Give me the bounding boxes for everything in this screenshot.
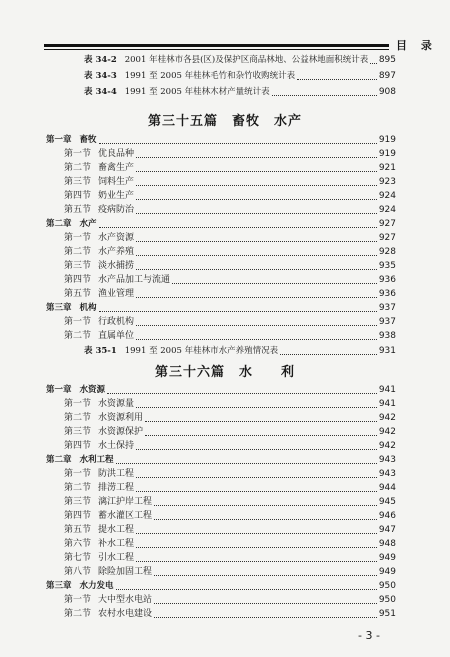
toc-section[interactable]: 第六节 补水工程 948 — [64, 539, 396, 549]
dot-leader — [136, 339, 377, 340]
toc-chapter[interactable]: 第三章 水力发电 950 — [46, 581, 396, 591]
toc-table-entry[interactable]: 表 34-3 1991 至 2005 年桂林毛竹和杂竹收购统计表 897 — [84, 71, 396, 81]
toc-section[interactable]: 第一节 优良品种 919 — [64, 149, 396, 159]
page-ref: 927 — [378, 219, 396, 229]
page-ref: 949 — [378, 553, 396, 563]
dot-leader — [136, 185, 377, 186]
dot-leader — [136, 325, 377, 326]
toc-section[interactable]: 第二节 水产养殖 928 — [64, 247, 396, 257]
page-ref: 936 — [378, 289, 396, 299]
dot-leader — [136, 213, 377, 214]
toc-section[interactable]: 第四节 水产品加工与流通 936 — [64, 275, 396, 285]
toc-chapter[interactable]: 第一章 畜牧 919 — [46, 135, 396, 145]
page-ref: 919 — [378, 149, 396, 159]
page-ref: 935 — [378, 261, 396, 271]
page-ref: 924 — [378, 191, 396, 201]
toc-section[interactable]: 第七节 引水工程 949 — [64, 553, 396, 563]
dot-leader — [136, 269, 377, 270]
dot-leader — [136, 449, 377, 450]
page-ref: 950 — [378, 581, 396, 591]
dot-leader — [136, 477, 377, 478]
dot-leader — [297, 79, 377, 80]
dot-leader — [116, 589, 377, 590]
page-ref: 943 — [378, 455, 396, 465]
page-ref: 937 — [378, 303, 396, 313]
toc-section[interactable]: 第四节 水土保持 942 — [64, 441, 396, 451]
page-ref: 936 — [378, 275, 396, 285]
toc-section[interactable]: 第二节 水资源利用 942 — [64, 413, 396, 423]
toc-chapter[interactable]: 第二章 水产 927 — [46, 219, 396, 229]
dot-leader — [99, 143, 377, 144]
page-ref: 942 — [378, 427, 396, 437]
toc-section[interactable]: 第三节 水资源保护 942 — [64, 427, 396, 437]
page-ref: 942 — [378, 441, 396, 451]
page-ref: 931 — [378, 346, 396, 356]
toc-section[interactable]: 第四节 蓄水灌区工程 946 — [64, 511, 396, 521]
dot-leader — [99, 311, 377, 312]
dot-leader — [136, 171, 377, 172]
page-ref: 951 — [378, 609, 396, 619]
page-ref: 919 — [378, 135, 396, 145]
toc-chapter[interactable]: 第三章 机构 937 — [46, 303, 396, 313]
dot-leader — [136, 199, 377, 200]
dot-leader — [370, 63, 377, 64]
page-ref: 949 — [378, 567, 396, 577]
dot-leader — [136, 491, 377, 492]
toc-section[interactable]: 第二节 排涝工程 944 — [64, 483, 396, 493]
toc-section[interactable]: 第一节 防洪工程 943 — [64, 469, 396, 479]
toc-section[interactable]: 第五节 疫病防治 924 — [64, 205, 396, 215]
page-ref: 943 — [378, 469, 396, 479]
page-ref: 937 — [378, 317, 396, 327]
page-ref: 950 — [378, 595, 396, 605]
toc-section[interactable]: 第一节 大中型水电站 950 — [64, 595, 396, 605]
toc-section[interactable]: 第一节 水产资源 927 — [64, 233, 396, 243]
page-ref: 895 — [378, 55, 396, 65]
dot-leader — [136, 297, 377, 298]
toc-table-entry[interactable]: 表 34-2 2001 年桂林市各县(区)及保护区商品林地、公益林地面积统计表 895 — [84, 55, 396, 65]
dot-leader — [145, 421, 377, 422]
toc-section[interactable]: 第五节 提水工程 947 — [64, 525, 396, 535]
dot-leader — [154, 617, 377, 618]
dot-leader — [136, 407, 377, 408]
dot-leader — [99, 227, 377, 228]
page-ref: 908 — [378, 87, 396, 97]
toc-chapter[interactable]: 第二章 水利工程 943 — [46, 455, 396, 465]
toc-chapter[interactable]: 第一章 水资源 941 — [46, 385, 396, 395]
dot-leader — [136, 533, 377, 534]
page-ref: 947 — [378, 525, 396, 535]
toc-section[interactable]: 第二节 直属单位 938 — [64, 331, 396, 341]
dot-leader — [136, 547, 377, 548]
toc-section[interactable]: 第三节 漓江护岸工程 945 — [64, 497, 396, 507]
page-ref: 924 — [378, 205, 396, 215]
toc-section[interactable]: 第二节 农村水电建设 951 — [64, 609, 396, 619]
page-ref: 928 — [378, 247, 396, 257]
toc-section[interactable]: 第一节 水资源量 941 — [64, 399, 396, 409]
toc-table-entry[interactable]: 表 35-1 1991 至 2005 年桂林市水产养殖情况表 931 — [84, 346, 396, 356]
page-ref: 938 — [378, 331, 396, 341]
dot-leader — [107, 393, 377, 394]
page-ref: 945 — [378, 497, 396, 507]
dot-leader — [154, 603, 377, 604]
toc-section[interactable]: 第二节 畜禽生产 921 — [64, 163, 396, 173]
toc-section[interactable]: 第四节 奶业生产 924 — [64, 191, 396, 201]
dot-leader — [136, 241, 377, 242]
dot-leader — [136, 255, 377, 256]
dot-leader — [154, 575, 377, 576]
part-title: 第三十六篇 水 利 — [154, 365, 295, 380]
dot-leader — [145, 435, 377, 436]
dot-leader — [116, 463, 377, 464]
toc-section[interactable]: 第一节 行政机构 937 — [64, 317, 396, 327]
header-rule-thin — [44, 49, 389, 50]
toc-section[interactable]: 第八节 除险加固工程 949 — [64, 567, 396, 577]
page-ref: 946 — [378, 511, 396, 521]
page-ref: 941 — [378, 399, 396, 409]
dot-leader — [280, 354, 377, 355]
page-ref: 927 — [378, 233, 396, 243]
page-ref: 921 — [378, 163, 396, 173]
dot-leader — [136, 157, 377, 158]
toc-section[interactable]: 第五节 渔业管理 936 — [64, 289, 396, 299]
dot-leader — [136, 561, 377, 562]
dot-leader — [272, 95, 377, 96]
dot-leader — [154, 505, 377, 506]
toc-table-entry[interactable]: 表 34-4 1991 至 2005 年桂林木材产量统计表 908 — [84, 87, 396, 97]
page-ref: 897 — [378, 71, 396, 81]
toc-section[interactable]: 第三节 饲料生产 923 — [64, 177, 396, 187]
toc-section[interactable]: 第三节 淡水捕捞 935 — [64, 261, 396, 271]
page-ref: 942 — [378, 413, 396, 423]
part-title: 第三十五篇 畜牧 水产 — [147, 114, 302, 129]
dot-leader — [154, 519, 377, 520]
page-number: - 3 - — [358, 629, 380, 642]
running-header: 目 录 — [396, 39, 437, 52]
page-ref: 944 — [378, 483, 396, 493]
page-ref: 923 — [378, 177, 396, 187]
page-ref: 948 — [378, 539, 396, 549]
header-rule — [44, 44, 389, 47]
dot-leader — [172, 283, 377, 284]
page-ref: 941 — [378, 385, 396, 395]
